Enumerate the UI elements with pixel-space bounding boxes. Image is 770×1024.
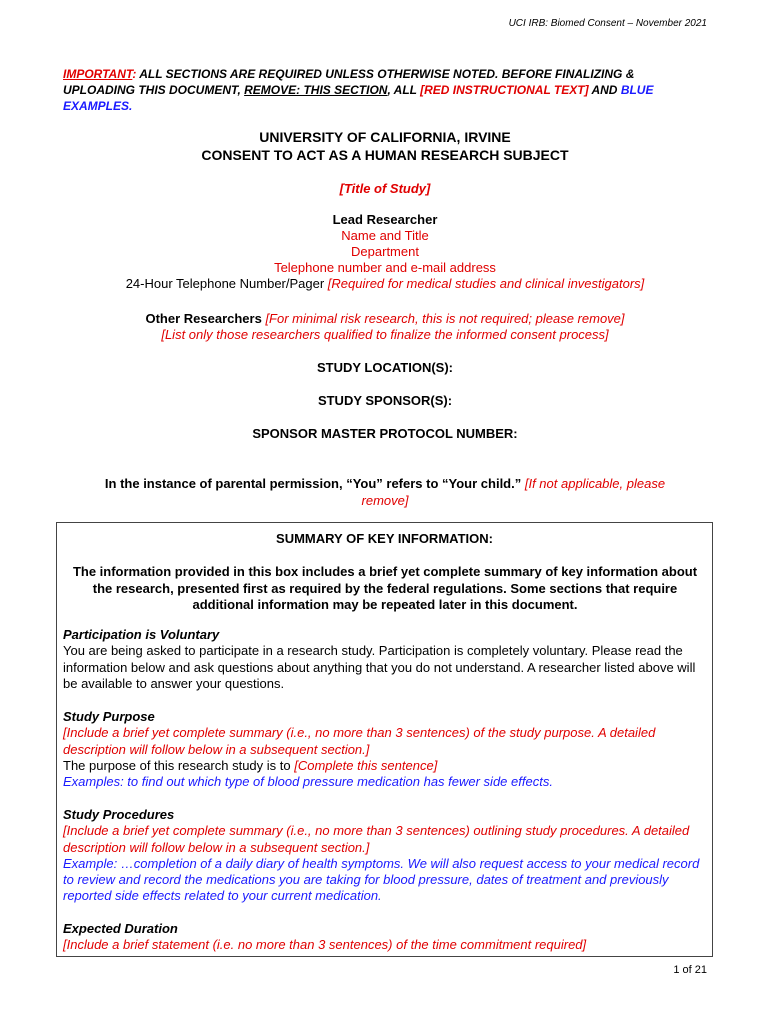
other-researchers-block — [63, 311, 707, 343]
participation-heading: Participation is Voluntary — [63, 627, 220, 642]
page-number: 1 of 21 — [673, 964, 707, 976]
study-title: [Title of Study] — [339, 181, 431, 196]
lead-phone-label: 24-Hour Telephone Number/Pager — [125, 276, 328, 291]
lead-researcher-block — [63, 212, 707, 292]
other-researchers-note-2: [List only those researchers qualified to finalize the informed consent process] — [161, 327, 609, 342]
procedures-instruction: [Include a brief yet complete summary (i.e., no more than 3 sentences) outlining study procedures. A detailed description will follow below in a subsequent section.] — [63, 823, 690, 855]
purpose-heading: Study Purpose — [63, 709, 155, 724]
important-notice — [63, 66, 703, 114]
parental-remove-note: [If not applicable, please remove] — [361, 476, 666, 508]
title-line-2: CONSENT TO ACT AS A HUMAN RESEARCH SUBJECT — [201, 147, 569, 163]
duration-section — [63, 921, 708, 954]
important-text-1: ALL SECTIONS ARE REQUIRED UNLESS OTHERWISE NOTED. BEFORE FINALIZING & UPLOADING THIS DOCUMENT, — [63, 67, 635, 97]
purpose-complete: [Complete this sentence] — [294, 757, 438, 773]
lead-researcher-heading: Lead Researcher — [332, 212, 438, 227]
other-researchers-note-1: [For minimal risk research, this is not required; please remove] — [265, 311, 625, 326]
lead-department: Department — [351, 244, 419, 259]
important-colon: : — [132, 67, 137, 81]
procedures-section — [63, 807, 708, 905]
participation-text: You are being asked to participate in a research study. Participation is completely voluntary. Please read the information below and ask questions about anything that you do not understand. A researcher listed above will be available to answer your questions. — [63, 643, 696, 691]
parental-text: In the instance of parental permission, “You” refers to “Your child.” — [104, 476, 525, 491]
lead-name-title: Name and Title — [341, 228, 429, 243]
purpose-line — [63, 758, 708, 774]
important-end: . — [129, 99, 133, 113]
key-information-intro: The information provided in this box includes a brief yet complete summary of key information about the research, presented first as required by the federal regulations. Some sections that require additional information may be repeated later in this document. — [72, 564, 698, 612]
other-researchers-line — [63, 311, 707, 327]
parental-permission-note — [80, 475, 690, 509]
important-red-text: [RED INSTRUCTIONAL TEXT] — [420, 83, 589, 97]
key-information-title: SUMMARY OF KEY INFORMATION: — [276, 531, 493, 546]
other-researchers-heading: Other Researchers — [145, 311, 266, 326]
purpose-section — [63, 709, 708, 790]
document-header: UCI IRB: Biomed Consent – November 2021 — [508, 18, 707, 29]
study-sponsor-label: STUDY SPONSOR(S): — [317, 393, 453, 408]
important-text-2: , ALL — [387, 83, 421, 97]
lead-contact: Telephone number and e-mail address — [274, 260, 496, 275]
purpose-text: The purpose of this research study is to — [63, 757, 295, 773]
lead-phone-line — [63, 276, 707, 292]
procedures-heading: Study Procedures — [63, 807, 175, 822]
document-title — [63, 128, 707, 164]
duration-instruction: [Include a brief statement (i.e. no more than 3 sentences) of the time commitment required] — [63, 937, 587, 953]
purpose-instruction: [Include a brief yet complete summary (i.e., no more than 3 sentences) of the study purpose. A detailed description will follow below in a subsequent section.] — [63, 725, 656, 757]
important-text-3: AND — [588, 83, 621, 97]
important-blue-text: BLUE EXAMPLES — [63, 83, 654, 113]
lead-phone-note: [Required for medical studies and clinical investigators] — [327, 276, 645, 291]
study-location-label: STUDY LOCATION(S): — [316, 360, 453, 375]
duration-heading: Expected Duration — [63, 921, 178, 936]
participation-section — [63, 627, 708, 692]
title-line-1: UNIVERSITY OF CALIFORNIA, IRVINE — [259, 129, 511, 145]
sponsor-protocol-label: SPONSOR MASTER PROTOCOL NUMBER: — [252, 426, 518, 441]
key-information-box — [56, 522, 713, 957]
important-label: IMPORTANT — [63, 67, 133, 81]
procedures-example: Example: …completion of a daily diary of health symptoms. We will also request access to your medical record to review and record the medications you are taking for blood pressure, dates of treatment and previously reported side effects related to your current medication. — [63, 855, 700, 904]
important-remove: REMOVE: THIS SECTION — [244, 83, 388, 97]
purpose-example: Examples: to find out which type of blood pressure medication has fewer side effects. — [63, 774, 553, 790]
